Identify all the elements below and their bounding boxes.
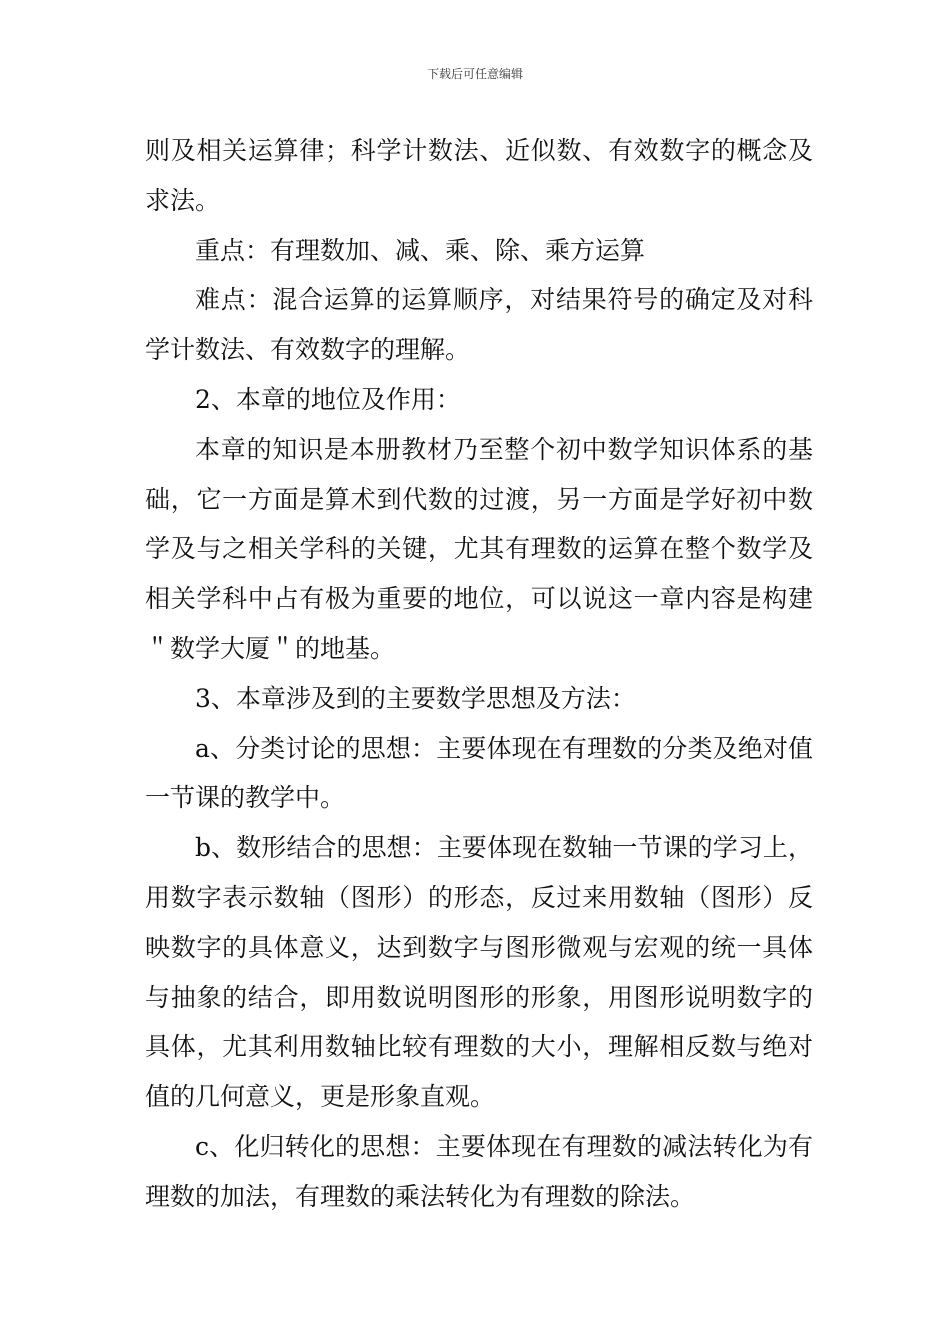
page-header: 下载后可任意编辑 <box>426 67 523 81</box>
section-heading-2: 2、本章的地位及作用： <box>195 384 461 414</box>
paragraph-key-points: 重点：有理数加、减、乘、除、乘方运算 <box>195 235 646 265</box>
paragraph-method-a: a、分类讨论的思想：主要体现在有理数的分类及绝对值一节课的教学中。 <box>145 733 813 813</box>
paragraph-method-b: b、数形结合的思想：主要体现在数轴一节课的学习上，用数字表示数轴（图形）的形态，反过来用数轴（图形）反映数字的具体意义，达到数字与图形微观与宏观的统一具体与抽象的结合，即用数说明图形的形象，用图形说明数字的具体，尤其利用数轴比较有理数的大小，理解相反数与绝对值的几何意义，更是形象直观。 <box>145 833 813 1112</box>
section-heading-3: 3、本章涉及到的主要数学思想及方法： <box>195 683 636 713</box>
paragraph-continuation: 则及相关运算律；科学计数法、近似数、有效数字的概念及求法。 <box>145 136 813 215</box>
paragraph-method-c: c、化归转化的思想：主要体现在有理数的减法转化为有理数的加法，有理数的乘法转化为有理数的除法。 <box>145 1131 813 1211</box>
document-body <box>145 126 813 1222</box>
paragraph-chapter-role: 本章的知识是本册教材乃至整个初中数学知识体系的基础，它一方面是算术到代数的过渡，另一方面是学好初中数学及与之相关学科的关键，尤其有理数的运算在整个数学及相关学科中占有极为重要的地位，可以说这一章内容是构建＂数学大厦＂的地基。 <box>145 434 813 663</box>
paragraph-difficulties: 难点：混合运算的运算顺序，对结果符号的确定及对科学计数法、有效数字的理解。 <box>145 285 813 365</box>
